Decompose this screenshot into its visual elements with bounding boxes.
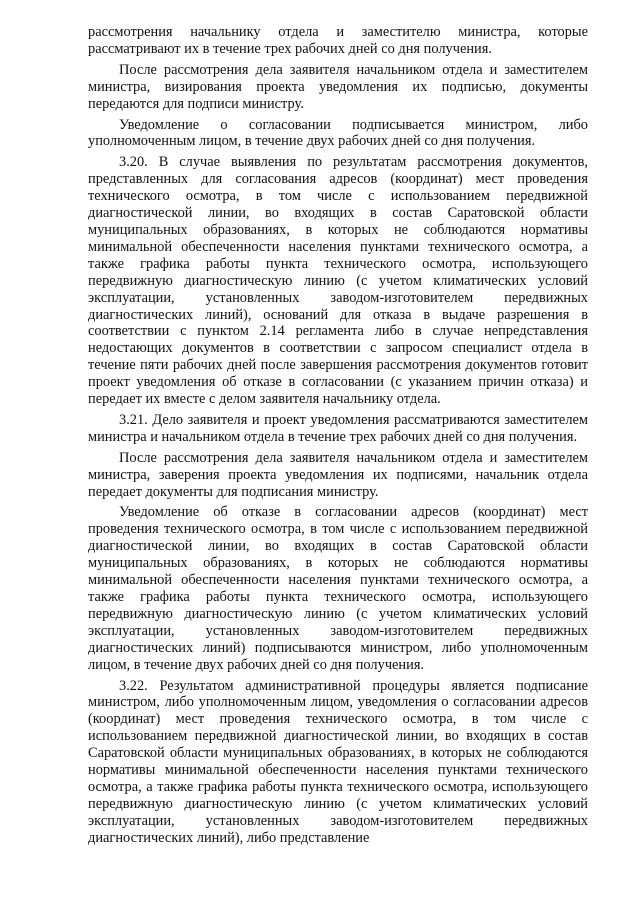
paragraph-continuation: рассмотрения начальнику отдела и заместителю министра, которые рассматривают их в течение трех рабочих дней со дня получения. bbox=[88, 24, 588, 57]
document-page bbox=[88, 24, 588, 847]
paragraph-refusal-notice: Уведомление об отказе в согласовании адресов (координат) мест проведения технического осмотра, в том числе с использованием передвижной диагностической линии, во входящих в состав Саратовской области муниципальных образованиях, в которых не соблюдаются нормативы минимальной обеспеченности населения пунктами технического осмотра, а также графика работы пункта технического осмотра, использующего передвижную диагностическую линию (с учетом климатических условий эксплуатации, установленных заводом-изготовителем передвижных диагностических линий) подписываются министром, либо уполномоченным лицом, в течение двух рабочих дней со дня получения. bbox=[88, 504, 588, 673]
paragraph-3-21: 3.21. Дело заявителя и проект уведомления рассматриваются заместителем министра и начальником отдела в течение трех рабочих дней со дня получения. bbox=[88, 411, 588, 445]
paragraph-3-20: 3.20. В случае выявления по результатам рассмотрения документов, представленных для согласования адресов (координат) мест проведения технического осмотра, в том числе с использованием передвижной диагностической линии, во входящих в состав Саратовской области муниципальных образованиях, в которых не соблюдаются нормативы минимальной обеспеченности населения пунктами технического осмотра, а также графика работы пункта технического осмотра, использующего передвижную диагностическую линию (с учетом климатических условий эксплуатации, установленных заводом-изготовителем передвижных диагностических линий), оснований для отказа в выдаче разрешения в соответствии с пунктом 2.14 регламента либо в случае непредставления недостающих документов в соответствии с запросом специалист отдела в течение пяти рабочих дней после завершения рассмотрения документов готовит проект уведомления об отказе в согласовании (с указанием причин отказа) и передает их вместе с делом заявителя начальнику отдела. bbox=[88, 154, 588, 408]
paragraph-3-22: 3.22. Результатом административной процедуры является подписание министром, либо уполномоченным лицом, уведомления о согласовании адресов (координат) мест проведения технического осмотра, в том числе с использованием передвижной диагностической линии, во входящих в состав Саратовской области муниципальных образованиях, в которых не соблюдаются нормативы минимальной обеспеченности населения пунктами технического осмотра, а также графика работы пункта технического осмотра, использующего передвижную диагностическую линию (с учетом климатических условий эксплуатации, установленных заводом-изготовителем передвижных диагностических линий), либо представление bbox=[88, 677, 588, 846]
paragraph-after-review: После рассмотрения дела заявителя начальником отдела и заместителем министра, визирования проекта уведомления их подписью, документы передаются для подписи министру. bbox=[88, 61, 588, 112]
paragraph-approval-notice: Уведомление о согласовании подписывается министром, либо уполномоченным лицом, в течение двух рабочих дней со дня получения. bbox=[88, 116, 588, 150]
paragraph-after-review-2: После рассмотрения дела заявителя начальником отдела и заместителем министра, заверения проекта уведомления их подписями, начальник отдела передает документы для подписания министру. bbox=[88, 449, 588, 500]
